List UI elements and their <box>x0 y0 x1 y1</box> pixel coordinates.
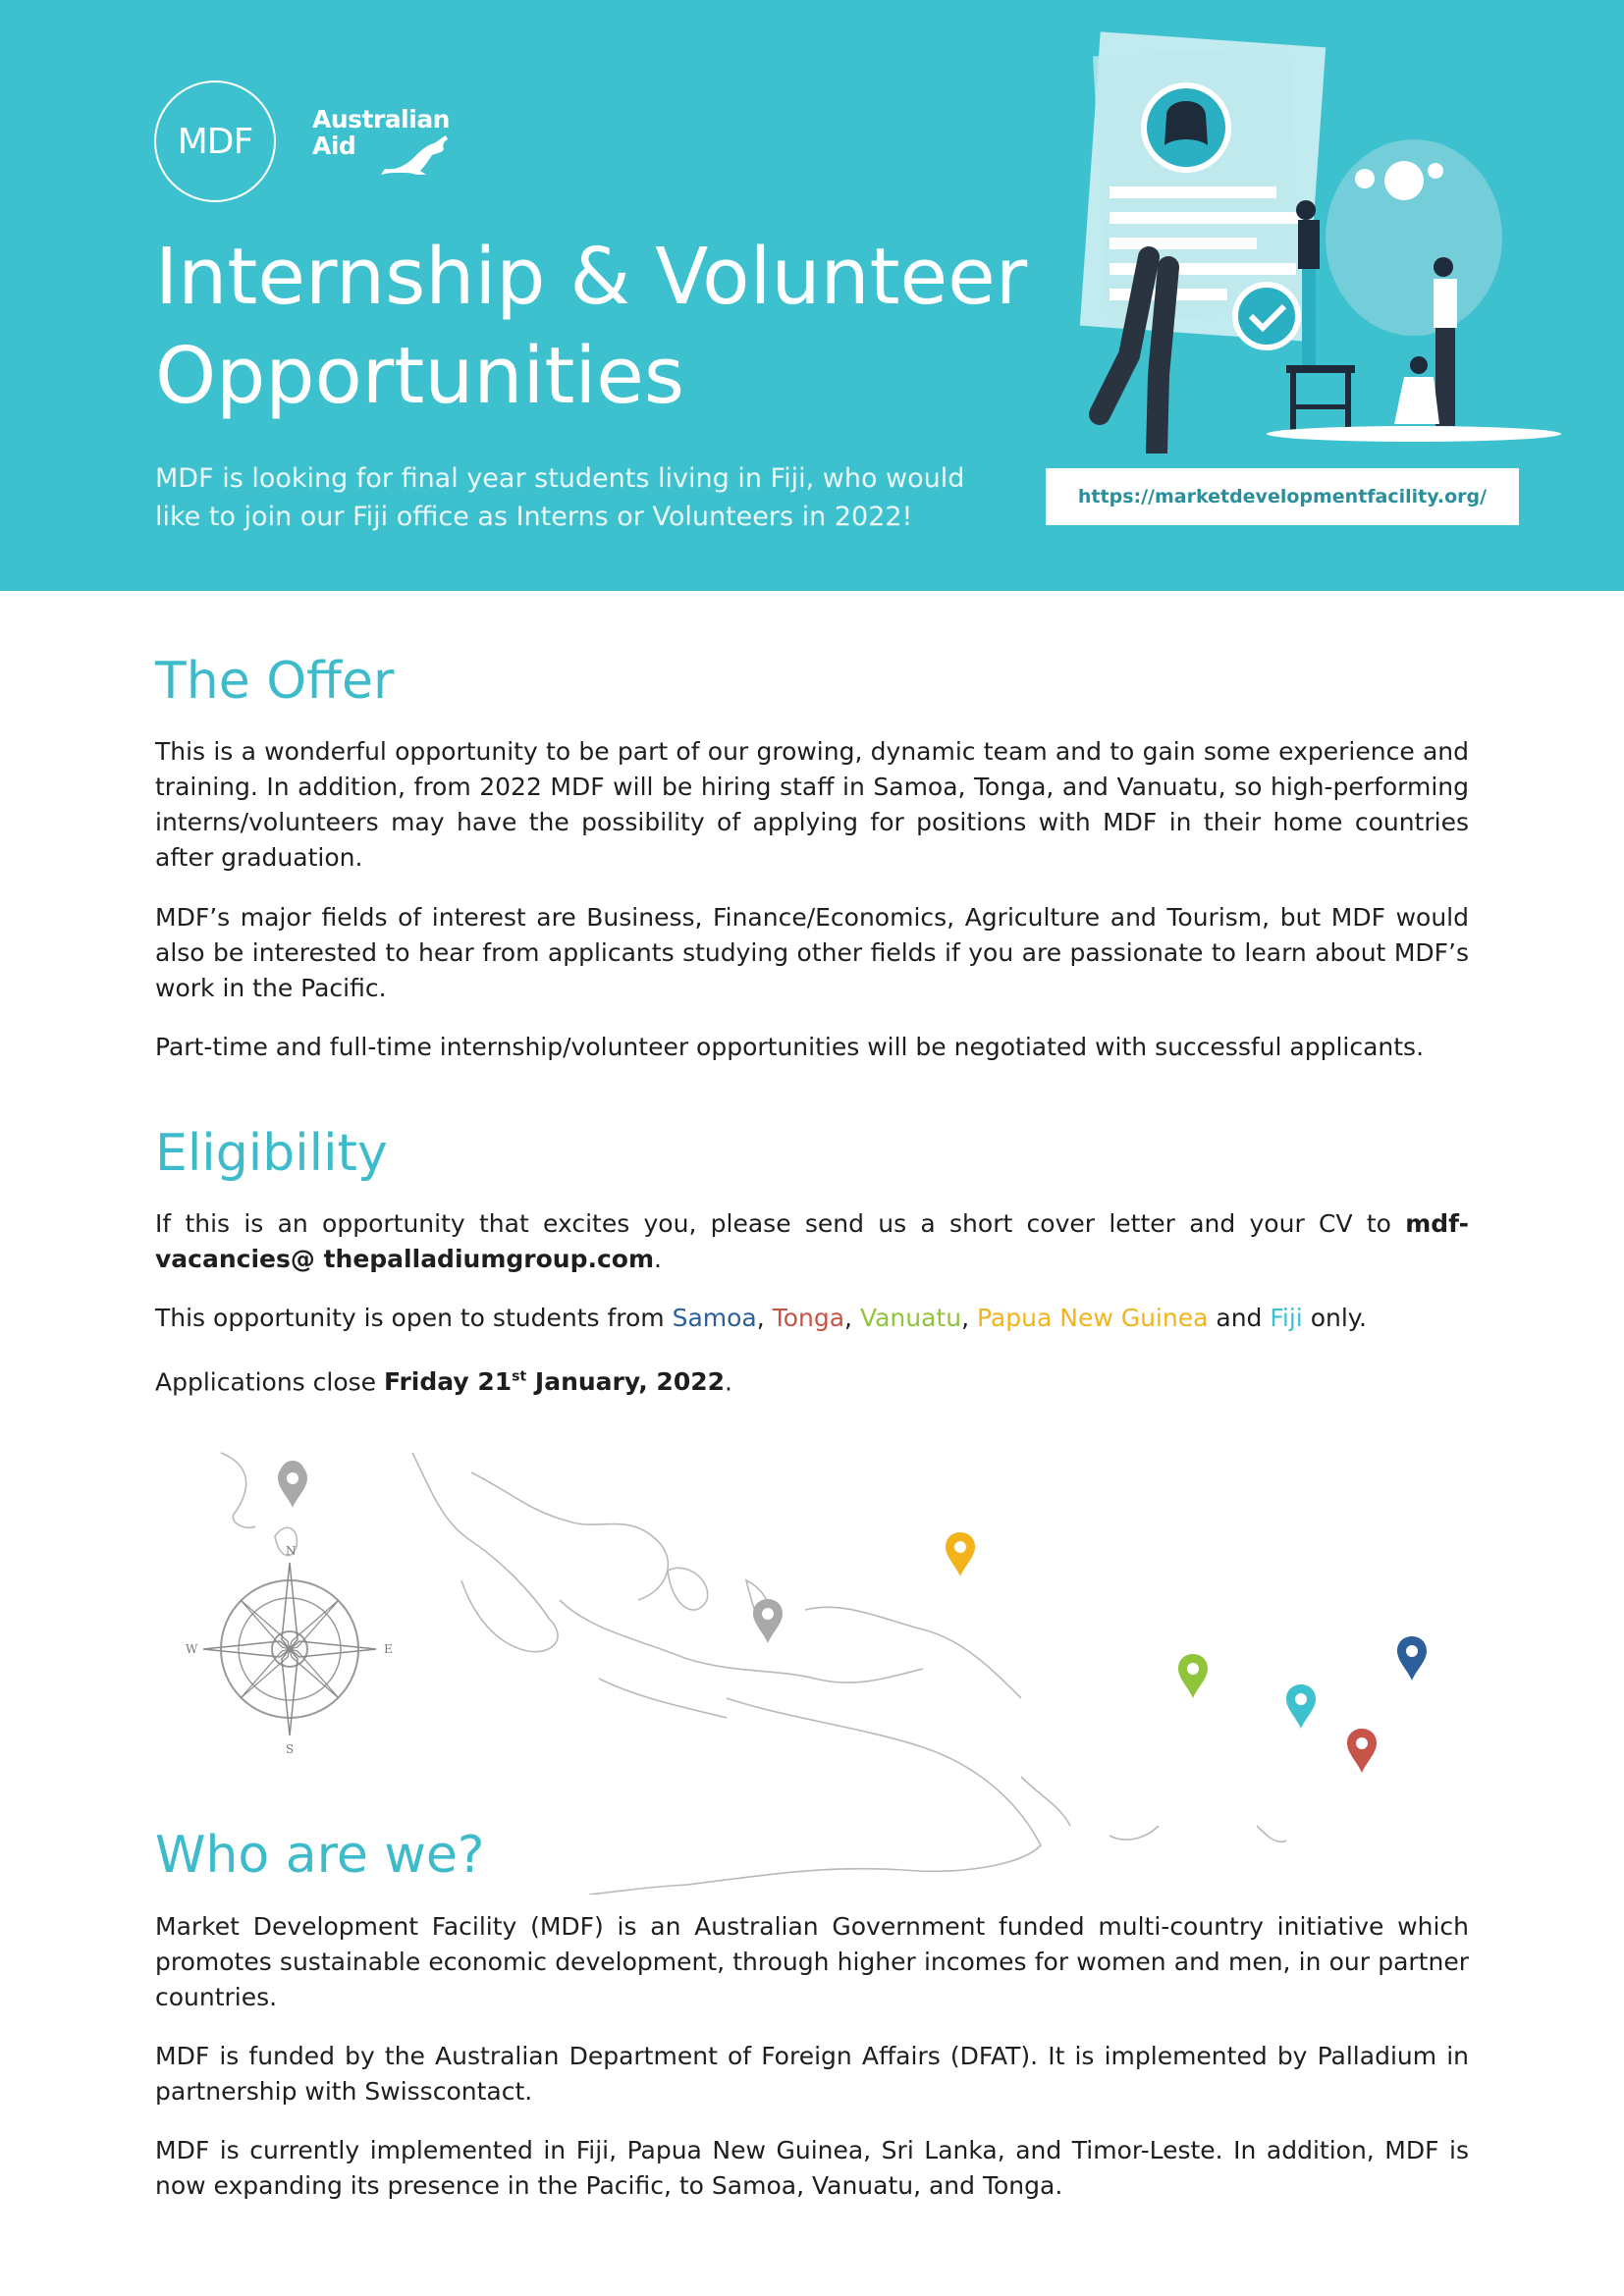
map-coastline-asia <box>471 1472 668 1600</box>
compass-rose-icon <box>186 1544 393 1756</box>
who-paragraph-1: Market Development Facility (MDF) is an Australian Government funded multi-country initiative which promotes sustainable economic development, through higher incomes for women and men, in our partner countries. <box>155 1912 1469 2011</box>
country-fiji: Fiji <box>1270 1304 1303 1332</box>
country-tonga: Tonga <box>772 1304 845 1332</box>
eligibility-paragraph-3: Applications close Friday 21st January, 2022. <box>155 1367 732 1397</box>
page-title: Internship & Volunteer Opportunities <box>155 232 1028 421</box>
offer-heading: The Offer <box>155 652 395 711</box>
pin-srilanka-icon <box>278 1461 307 1508</box>
people-illustration <box>1051 22 1561 454</box>
kangaroo-icon <box>377 132 456 177</box>
offer-paragraph-3: Part-time and full-time internship/volunteer opportunities will be negotiated with successful applicants. <box>155 1033 1425 1061</box>
compass-s-label: S <box>286 1742 295 1756</box>
map-islands-fiji <box>1110 1826 1159 1840</box>
country-png: Papua New Guinea <box>976 1304 1209 1332</box>
map-island-borneo <box>668 1568 708 1610</box>
map-coastline-png <box>805 1607 1021 1698</box>
eligibility-paragraph-1: If this is an opportunity that excites you, please send us a short cover letter and your CV to mdf-vacancies@ thepalladiumgroup.com. <box>155 1209 1469 1273</box>
mdf-logo: MDF <box>154 80 276 202</box>
pin-samoa-icon <box>1397 1636 1427 1681</box>
website-url-box[interactable] <box>1046 468 1519 525</box>
map-islands-vanuatu <box>1021 1777 1070 1826</box>
pin-fiji-icon <box>1286 1684 1316 1729</box>
offer-paragraph-2: MDF’s major fields of interest are Business, Finance/Economics, Agriculture and Tourism, but MDF would also be interested to hear from applicants studying other fields if you are passionate to learn about MDF’s work in the Pacific. <box>155 903 1469 1002</box>
australian-aid-logo: Australian Aid <box>312 105 450 160</box>
pin-timorleste-icon <box>753 1599 783 1643</box>
who-paragraph-2: MDF is funded by the Australian Department of Foreign Affairs (DFAT). It is implemented by Palladium in partnership with Swisscontact. <box>155 2042 1469 2106</box>
map-coastline-archipelago <box>560 1600 923 1682</box>
country-vanuatu: Vanuatu <box>859 1304 962 1332</box>
compass-e-label: E <box>384 1642 393 1656</box>
compass-n-label: N <box>286 1544 297 1558</box>
map-coastline-java <box>599 1679 727 1718</box>
country-samoa: Samoa <box>672 1304 757 1332</box>
who-heading: Who are we? <box>155 1826 485 1885</box>
offer-paragraph-1: This is a wonderful opportunity to be part of our growing, dynamic team and to gain some experience and training. In addition, from 2022 MDF will be hiring staff in Samoa, Tonga, and Vanuatu, so high-performing interns/volunteers may have the possibility of applying for positions with MDF in their home countries after graduation. <box>155 737 1469 872</box>
eligibility-heading: Eligibility <box>155 1124 388 1183</box>
map-islands-tonga <box>1257 1826 1286 1842</box>
hero-subtitle: MDF is looking for final year students living in Fiji, who would like to join our Fiji office as Interns or Volunteers in 2022! <box>155 463 965 532</box>
website-link[interactable]: https://marketdevelopmentfacility.org/ <box>1077 486 1488 507</box>
eligibility-paragraph-2: This opportunity is open to students from Samoa, Tonga, Vanuatu, Papua New Guinea and Fiji only. <box>155 1304 1367 1332</box>
email-address: mdf-vacancies@ thepalladiumgroup.com <box>155 1209 1469 1273</box>
compass-w-label: W <box>186 1642 198 1656</box>
map-coastline-india <box>221 1453 255 1527</box>
pin-vanuatu-icon <box>1178 1654 1208 1698</box>
header-banner <box>0 0 1624 591</box>
map-coastline-australia <box>589 1698 1041 1895</box>
deadline-date: Friday 21st January, 2022 <box>384 1367 726 1397</box>
pin-png-icon <box>946 1532 975 1576</box>
who-paragraph-3: MDF is currently implemented in Fiji, Papua New Guinea, Sri Lanka, and Timor-Leste. In addition, MDF is now expanding its presence in the Pacific, to Samoa, Vanuatu, and Tonga. <box>155 2136 1469 2200</box>
map-coastline-mainland <box>412 1453 558 1652</box>
pin-tonga-icon <box>1347 1729 1377 1773</box>
